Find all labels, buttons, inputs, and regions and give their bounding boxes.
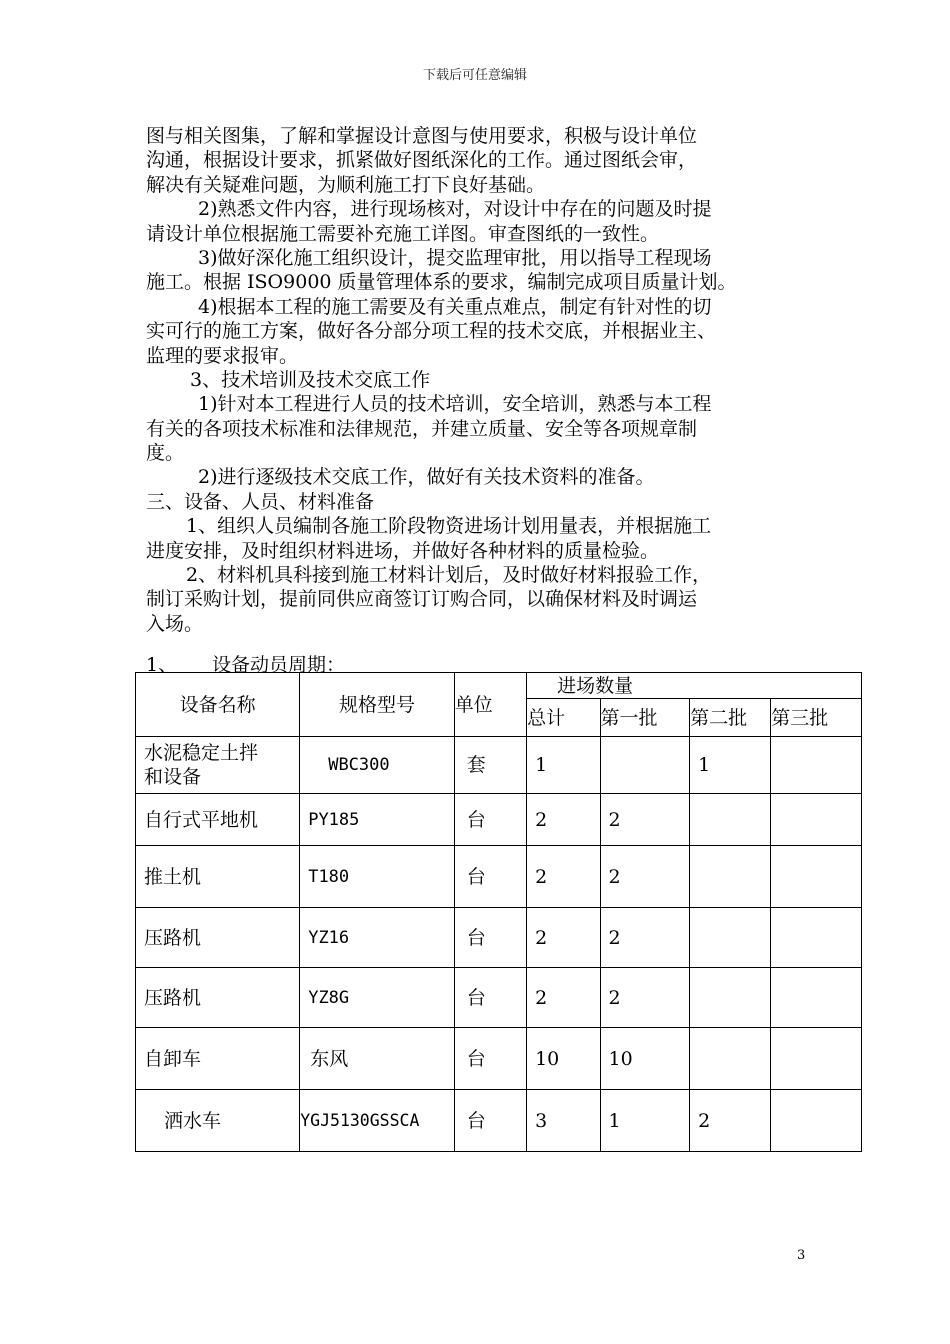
paragraph-line: 2、材料机具科接到施工材料计划后，及时做好材料报验工作， [186,564,712,587]
header-batch2: 第二批 [690,699,771,737]
cell-batch3 [771,846,862,908]
cell-total: 2 [527,908,600,968]
cell-total: 2 [527,846,600,908]
cell-spec: T180 [300,846,454,908]
cell-name-line: 和设备 [144,766,202,788]
page-number: 3 [797,1248,806,1263]
cell-total: 3 [527,1090,600,1152]
paragraph-line: 监理的要求报审。 [146,344,299,367]
cell-total: 1 [527,737,600,794]
cell-batch3 [771,737,862,794]
paragraph-line: 1)针对本工程进行人员的技术培训，安全培训，熟悉与本工程 [198,393,712,416]
cell-batch3 [771,1090,862,1152]
cell-unit: 套 [454,737,526,794]
cell-name-line: 水泥稳定土拌 [144,742,259,764]
cell-total: 10 [527,1028,600,1090]
paragraph-line: 2)进行逐级技术交底工作，做好有关技术资料的准备。 [198,466,655,489]
table-title-text: 设备动员周期： [212,654,346,676]
cell-unit: 台 [454,968,526,1028]
table-row [136,1028,862,1090]
table-row [136,846,862,908]
cell-batch2: 2 [690,1090,771,1152]
cell-unit: 台 [454,1028,526,1090]
header-batch1: 第一批 [600,699,690,737]
cell-name [136,737,300,794]
equipment-table [135,672,862,1152]
cell-batch1: 2 [600,846,690,908]
paragraph-line: 实可行的施工方案，做好各分部分项工程的技术交底，并根据业主、 [146,320,717,343]
paragraph-line: 进度安排，及时组织材料进场，并做好各种材料的质量检验。 [146,539,660,562]
cell-batch2 [690,968,771,1028]
paragraph-line: 施工。根据 ISO9000 质量管理体系的要求，编制完成项目质量计划。 [146,271,737,294]
cell-spec: YZ16 [300,908,454,968]
cell-spec: 东风 [300,1028,454,1090]
header-entry-qty: 进场数量 [527,673,862,699]
header-total: 总计 [527,699,600,737]
cell-batch1: 2 [600,794,690,846]
cell-name: 自卸车 [136,1028,300,1090]
cell-name: 自行式平地机 [136,794,300,846]
cell-batch2 [690,794,771,846]
paragraph-line: 2)熟悉文件内容，进行现场核对，对设计中存在的问题及时提 [198,198,712,221]
subsection-title: 3、技术培训及技术交底工作 [190,368,431,391]
table-row [136,908,862,968]
section-title: 三、设备、人员、材料准备 [146,490,375,513]
cell-batch3 [771,968,862,1028]
paragraph-line: 1、组织人员编制各施工阶段物资进场计划用量表，并根据施工 [186,515,712,538]
header-batch3: 第三批 [771,699,862,737]
paragraph-line: 沟通，根据设计要求，抓紧做好图纸深化的工作。通过图纸会审， [146,149,698,172]
table-title-number: 1、 [146,654,178,676]
paragraph-line: 制订采购计划，提前同供应商签订订购合同，以确保材料及时调运 [146,588,698,611]
cell-batch1: 1 [600,1090,690,1152]
cell-name: 洒水车 [136,1090,300,1152]
cell-batch3 [771,1028,862,1090]
table-header-row [136,673,862,699]
header-unit: 单位 [454,673,526,737]
paragraph-line: 4)根据本工程的施工需要及有关重点难点，制定有针对性的切 [198,295,712,318]
page-header: 下载后可任意编辑 [422,68,527,83]
cell-batch2: 1 [690,737,771,794]
cell-unit: 台 [454,794,526,846]
cell-batch3 [771,908,862,968]
paragraph-line: 度。 [146,442,185,465]
paragraph-line: 入场。 [146,612,204,635]
table-row [136,737,862,794]
cell-batch2 [690,908,771,968]
cell-spec: WBC300 [300,737,454,794]
paragraph-line: 图与相关图集，了解和掌握设计意图与使用要求，积极与设计单位 [146,125,698,147]
cell-batch3 [771,794,862,846]
cell-unit: 台 [454,1090,526,1152]
cell-name: 压路机 [136,908,300,968]
paragraph-line: 有关的各项技术标准和法律规范，并建立质量、安全等各项规章制 [146,417,698,440]
table-row [136,968,862,1028]
cell-name: 推土机 [136,846,300,908]
cell-batch2 [690,1028,771,1090]
cell-total: 2 [527,968,600,1028]
paragraph-line: 3)做好深化施工组织设计，提交监理审批，用以指导工程现场 [198,246,712,269]
cell-batch2 [690,846,771,908]
cell-spec: YGJ5130GSSCA [300,1090,454,1152]
cell-spec: PY185 [300,794,454,846]
cell-total: 2 [527,794,600,846]
table-row [136,794,862,846]
cell-name: 压路机 [136,968,300,1028]
paragraph-line: 解决有关疑难问题，为顺利施工打下良好基础。 [146,173,546,196]
cell-batch1: 10 [600,1028,690,1090]
cell-batch1: 2 [600,968,690,1028]
body-text [146,124,816,636]
cell-unit: 台 [454,908,526,968]
cell-spec: YZ8G [300,968,454,1028]
table-row [136,1090,862,1152]
cell-batch1 [600,737,690,794]
header-name: 设备名称 [136,673,300,737]
header-spec: 规格型号 [300,673,454,737]
paragraph-line: 请设计单位根据施工需要补充施工详图。审查图纸的一致性。 [146,222,660,245]
cell-unit: 台 [454,846,526,908]
cell-batch1: 2 [600,908,690,968]
